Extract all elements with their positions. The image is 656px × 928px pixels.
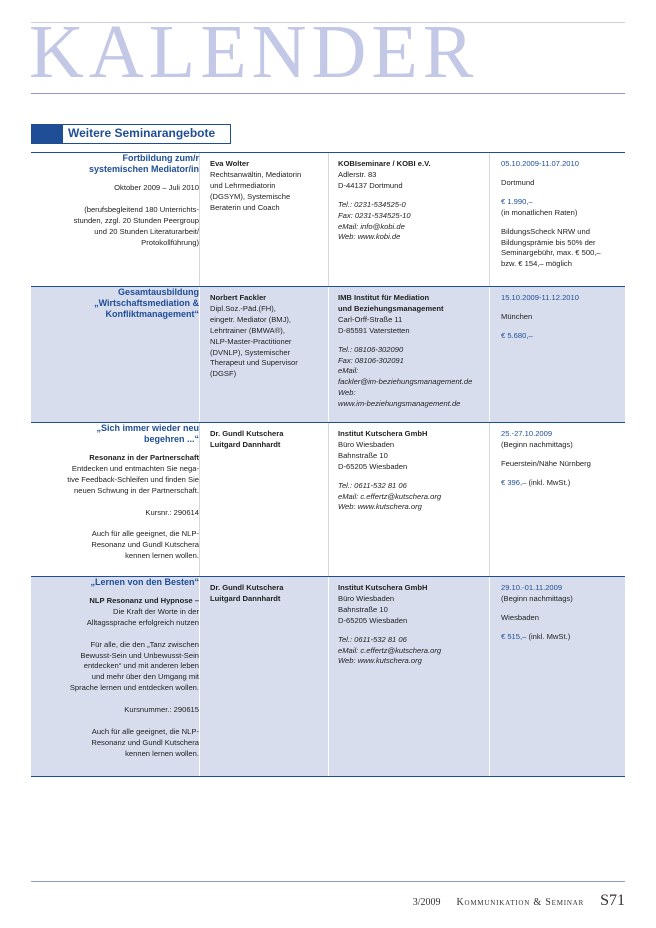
event-price: € 1.990,– [501,196,533,206]
course-cell [37,423,199,562]
event-place: Wiesbaden [501,612,539,622]
date-note: (Beginn nachmittags) [501,593,573,603]
trainer-description: Rechtsanwältin, Mediatorin und Lehrmediatorin (DGSYM), Systemische Beraterin und Coach [210,169,302,212]
course-cell [37,153,199,248]
trainer-name: Dr. Gundl Kutschera Luitgard Dannhardt [210,429,284,449]
details-cell [501,159,621,270]
organizer-address: Adlerstr. 83 D-44137 Dortmund [338,169,403,190]
event-price: € 515,– [501,631,527,641]
table-row [31,577,625,777]
details-cell [501,293,621,342]
organizer-contact: Tel.: 0231-534525-0 Fax: 0231-534525-10 eMail: info@kobi.de Web: www.kobi.de [338,199,411,242]
organizer-cell [338,429,488,513]
price-note: (inkl. MwSt.) [528,631,571,641]
event-date: 05.10.2009-11.07.2010 [501,159,579,168]
footer-rule [31,881,625,882]
organizer-cell [338,293,488,410]
organizer-address: Carl-Orff-Straße 11 D-85591 Vaterstetten [338,314,410,335]
organizer-address: Büro Wiesbaden Bahnstraße 10 D-65205 Wiesbaden [338,439,408,471]
course-title: Fortbildung zum/r systemischen Mediator/in [88,153,199,174]
organizer-name: Institut Kutschera GmbH [338,583,428,592]
course-subtitle: Resonanz in der Partnerschaft [89,453,199,462]
section-heading [31,124,231,144]
section-title: Weitere Seminarangebote [68,126,216,140]
trainer-description: Dipl.Soz.-Päd.(FH), eingetr. Mediator (BMJ), Lehrtrainer (BMWA®), NLP-Master-Practitioner (DVNLP), Systemischer Therapeut und Supervisor (DGSF) [210,303,298,379]
page-header-title: KALENDER [29,10,479,94]
funding-note: BildungsScheck NRW und Bildungsprämie bis 50% der Seminargebühr, max. € 500,– bzw. € 154,– möglich [501,226,601,269]
header-rule [31,93,625,94]
trainer-cell [210,429,328,451]
trainer-cell [210,583,328,605]
course-description: Oktober 2009 – Juli 2010 (berufsbegleitend 180 Unterrichts- stunden, zzgl. 20 Stunden Peergroup und 20 Stunden Literaturarbeit/ Protokollführung) [73,183,199,247]
event-price: € 5.680,– [501,330,533,340]
price-note: (inkl. MwSt.) [528,477,571,487]
date-note: (Beginn nachmittags) [501,439,573,449]
organizer-contact: Tel.: 0611-532 81 06 eMail: c.effertz@kutschera.org Web: www.kutschera.org [338,480,442,512]
course-cell [37,287,199,320]
trainer-cell [210,293,328,380]
event-place: Dortmund [501,177,535,187]
organizer-cell [338,583,488,667]
trainer-name: Norbert Fackler [210,293,267,302]
table-row [31,287,625,423]
organizer-contact: Tel.: 08106-302090 Fax: 08106-302091 eMail: fackler@im-beziehungsmanagement.de Web: www.im-beziehungsmanagement.de [338,344,473,409]
event-date: 29.10.-01.11.2009 [501,583,563,592]
section-marker [32,125,63,143]
course-subtitle: NLP Resonanz und Hypnose – [89,596,199,605]
event-place: Feuerstein/Nähe Nürnberg [501,458,591,468]
trainer-name: Eva Wolter [210,159,250,168]
organizer-contact: Tel.: 0611-532 81 06 eMail: c.effertz@kutschera.org Web: www.kutschera.org [338,634,442,666]
page-number: S71 [600,892,625,909]
organizer-name: IMB Institut für Mediation und Beziehungsmanagement [338,293,444,313]
event-price: € 396,– [501,477,527,487]
page-footer [413,892,625,910]
organizer-address: Büro Wiesbaden Bahnstraße 10 D-65205 Wiesbaden [338,593,408,625]
organizer-name: KOBIseminare / KOBI e.V. [338,159,431,168]
course-title: „Lernen von den Besten“ [90,577,199,587]
course-cell [37,577,199,760]
issue-number: 3/2009 [412,897,441,908]
trainer-cell [210,159,328,214]
event-date: 25.-27.10.2009 [501,429,553,438]
details-cell [501,583,621,643]
price-note: (in monatlichen Raten) [501,207,578,217]
trainer-name: Dr. Gundl Kutschera Luitgard Dannhardt [210,583,284,603]
course-title: „Sich immer wieder neu begehren ...“ [96,423,199,444]
magazine-name: Kommunikation & Seminar [456,897,585,908]
details-cell [501,429,621,489]
table-row [31,153,625,287]
organizer-cell [338,159,488,243]
table-row [31,423,625,577]
course-title: Gesamtausbildung „Wirtschaftsmediation & Konfliktmanagement“ [94,287,199,319]
course-description: Entdecken und entmachten Sie nega- tive Feedback-Schleifen und finden Sie neuen Schwung in der Partnerschaft. Kursnr.: 290614 Auch für alle geeignet, die NLP- Resonanz und Gundl Kutschera kennen lernen wollen. [67,463,199,561]
event-date: 15.10.2009-11.12.2010 [501,293,579,302]
course-description: Die Kraft der Worte in der Alltagssprache erfolgreich nutzen Für alle, die den „Tanz zwischen Bewusst-Sein und Unbewusst-Sein entdecken“ und mit anderen leben und mehr über den Umgang mit Sprache lernen und entdecken wollen. Kursnummer.: 290615 Auch für alle geeignet, die NLP- Resonanz und Gundl Kutschera kennen lernen wollen. [69,606,199,758]
event-place: München [501,311,533,321]
organizer-name: Institut Kutschera GmbH [338,429,428,438]
